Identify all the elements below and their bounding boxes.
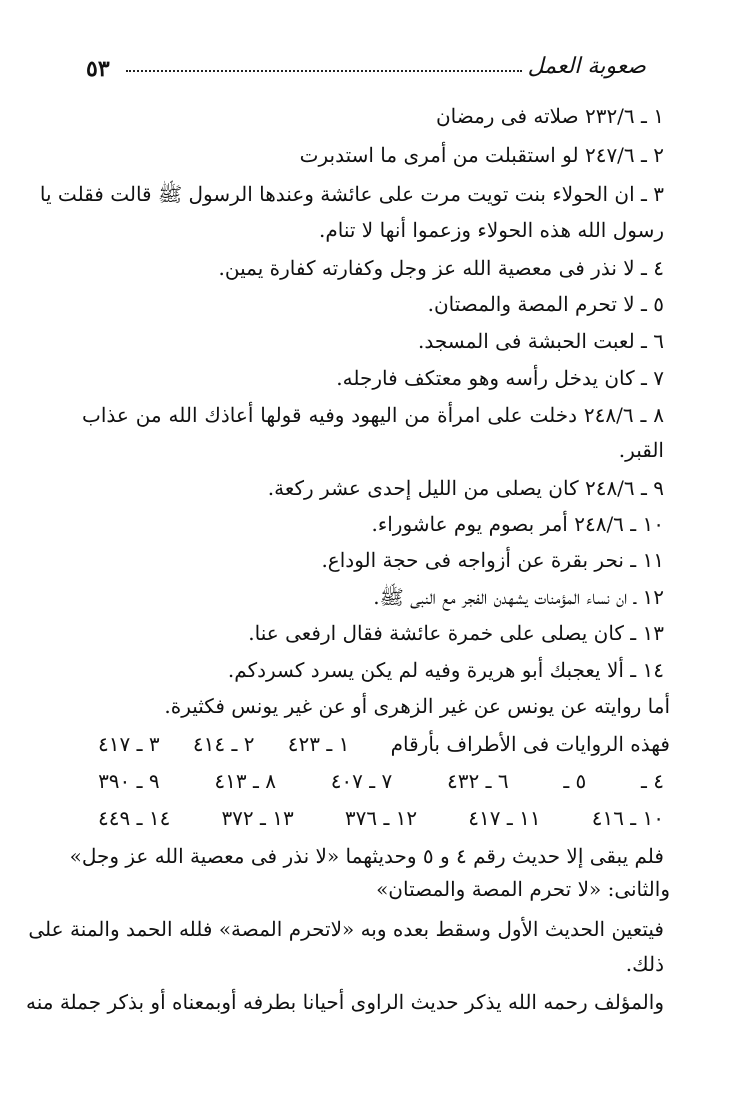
text-line: ١٢ ـ ان نساء المؤمنات يشهدن الفجر مع النبى ﷺ.	[373, 585, 664, 609]
text-line: ٧ ـ كان يدخل رأسه وهو معتكف فارجله.	[336, 366, 664, 390]
reference-item: ١١ ـ ٤١٧	[468, 806, 541, 830]
text-line: ٤ ـ لا نذر فى معصية الله عز وجل وكفارته كفارة يمين.	[218, 256, 664, 280]
reference-row	[98, 767, 664, 795]
page-header	[86, 52, 646, 86]
reference-lead: فهذه الروايات فى الأطراف بأرقام	[390, 732, 670, 756]
reference-item: ١٤ ـ ٤٤٩	[98, 806, 171, 830]
text-line: والثانى: «لا تحرم المصة والمصتان»	[376, 877, 670, 901]
text-line: ١ ـ ٢٣٢/٦ صلاته فى رمضان	[435, 104, 664, 128]
text-line: فيتعين الحديث الأول وسقط بعده وبه «لاتحرم المصة» فلله الحمد والمنة على	[28, 917, 664, 941]
text-line: رسول الله هذه الحولاء وزعموا أنها لا تنام.	[319, 218, 664, 242]
reference-item: ١٢ ـ ٣٧٦	[344, 806, 418, 830]
reference-item: ٥ ـ	[563, 769, 587, 793]
text-line: ١٠ ـ ٢٤٨/٦ أمر بصوم يوم عاشوراء.	[371, 512, 664, 536]
reference-item: ٩ ـ ٣٩٠	[98, 769, 160, 793]
reference-row	[98, 804, 664, 832]
text-line: ١٤ ـ ألا يعجبك أبو هريرة وفيه لم يكن يسرد كسردكم.	[227, 658, 664, 682]
reference-item: ٧ ـ ٤٠٧	[330, 769, 393, 793]
reference-item: ٨ ـ ٤١٣	[214, 769, 276, 793]
text-line: ٣ ـ ان الحولاء بنت تويت مرت على عائشة وعندها الرسول ﷺ قالت فقلت يا	[39, 182, 664, 206]
text-line: ٦ ـ لعبت الحبشة فى المسجد.	[417, 329, 664, 353]
page-number: ٥٣	[86, 56, 110, 82]
text-line: ٨ ـ ٢٤٨/٦ دخلت على امرأة من اليهود وفيه قولها أعاذك الله من عذاب	[82, 403, 665, 427]
text-line: ١١ ـ نحر بقرة عن أزواجه فى حجة الوداع.	[321, 548, 664, 572]
reference-item: ٣ ـ ٤١٧	[98, 732, 160, 756]
text-line: القبر.	[618, 438, 664, 462]
reference-item: ١ ـ ٤٢٣	[287, 732, 350, 756]
running-title: صعوبة العمل	[527, 54, 646, 79]
text-line: ٥ ـ لا تحرم المصة والمصتان.	[427, 292, 664, 316]
text-line: والمؤلف رحمه الله يذكر حديث الراوى أحيانا بطرفه أوبمعناه أو بذكر جملة منه	[25, 990, 664, 1014]
reference-item: ٤ ـ	[641, 769, 664, 793]
text-line: ١٣ ـ كان يصلى على خمرة عائشة فقال ارفعى عنا.	[248, 621, 664, 645]
reference-item: ١٠ ـ ٤١٦	[591, 806, 664, 830]
text-line: أما روايته عن يونس عن غير الزهرى أو عن غير يونس فكثيرة.	[164, 694, 670, 718]
reference-item: ٢ ـ ٤١٤	[192, 732, 255, 756]
text-line: ٢ ـ ٢٤٧/٦ لو استقبلت من أمرى ما استدبرت	[299, 143, 664, 167]
text-line: ذلك.	[625, 952, 664, 976]
reference-item: ٦ ـ ٤٣٢	[447, 769, 509, 793]
header-dotted-rule	[126, 70, 522, 72]
text-line: فلم يبقى إلا حديث رقم ٤ و ٥ وحديثهما «لا نذر فى معصية الله عز وجل»	[69, 844, 664, 868]
text-line: ٩ ـ ٢٤٨/٦ كان يصلى من الليل إحدى عشر ركعة.	[267, 476, 664, 500]
reference-item: ١٣ ـ ٣٧٢	[221, 806, 294, 830]
reference-row	[98, 730, 670, 758]
